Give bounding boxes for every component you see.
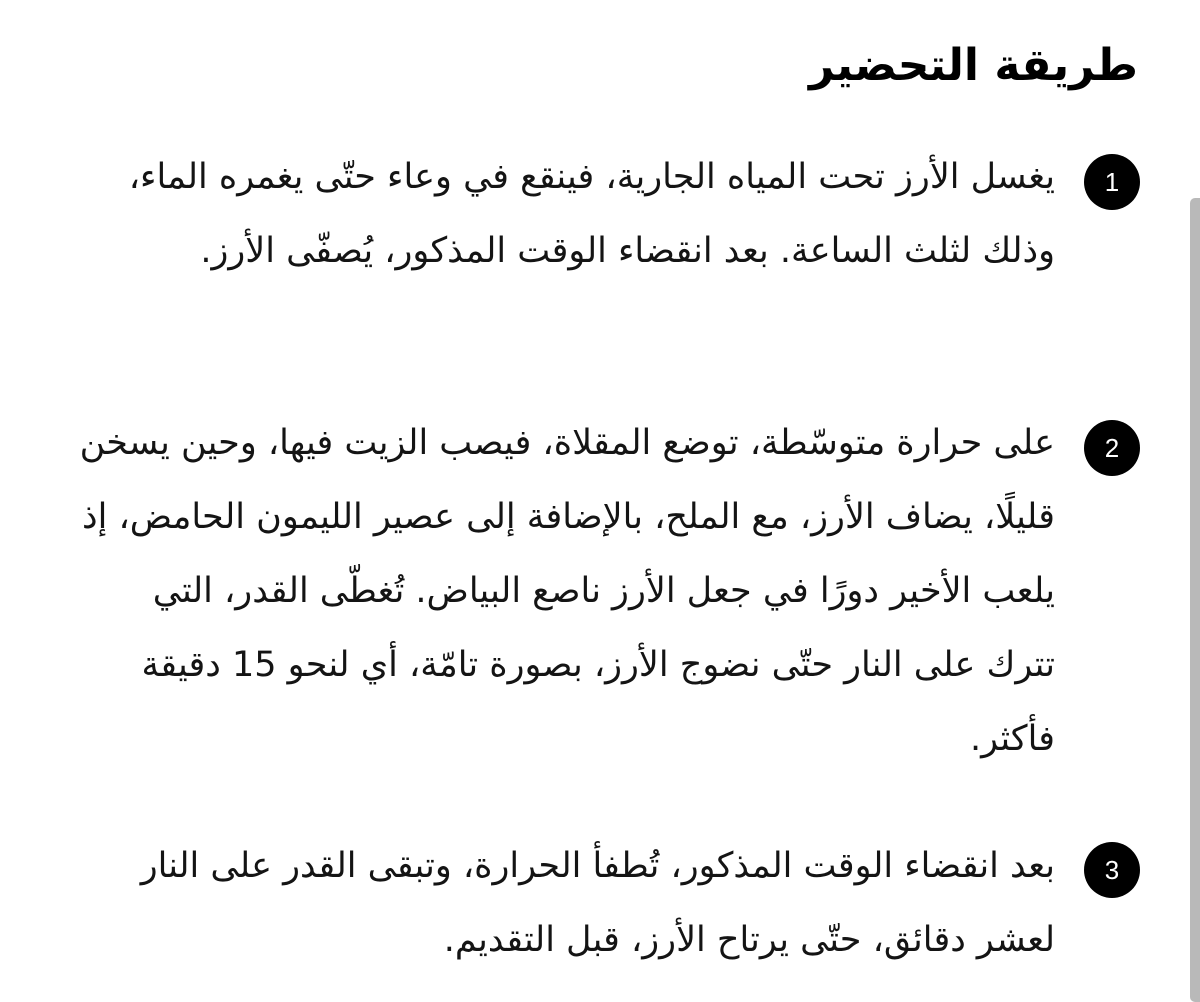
step-number-badge: 1 bbox=[1084, 154, 1140, 210]
scrollbar[interactable] bbox=[1190, 198, 1200, 1002]
step-number-badge: 3 bbox=[1084, 842, 1140, 898]
step-text: بعد انقضاء الوقت المذكور، تُطفأ الحرارة، وتبقى القدر على النار لعشر دقائق، حتّى يرتاح الأرز، قبل التقديم. bbox=[140, 846, 1055, 960]
steps-list bbox=[0, 140, 1200, 960]
page-title: طريقة التحضير bbox=[809, 40, 1138, 91]
step-number-badge: 2 bbox=[1084, 420, 1140, 476]
step-item bbox=[0, 140, 1200, 271]
step-text: يغسل الأرز تحت المياه الجارية، فينقع في وعاء حتّى يغمره الماء، وذلك لثلث الساعة. بعد انقضاء الوقت المذكور، يُصفّى الأرز. bbox=[128, 157, 1055, 271]
step-text: على حرارة متوسّطة، توضع المقلاة، فيصب الزيت فيها، وحين يسخن قليلًا، يضاف الأرز، مع الملح، بالإضافة إلى عصير الليمون الحامض، إذ يلعب الأخير دورًا في جعل الأرز ناصع البياض. تُغطّى القدر، التي تترك على النار حتّى نضوج الأرز، بصورة تامّة، أي لنحو 15 دقيقة فأكثر. bbox=[79, 423, 1055, 759]
